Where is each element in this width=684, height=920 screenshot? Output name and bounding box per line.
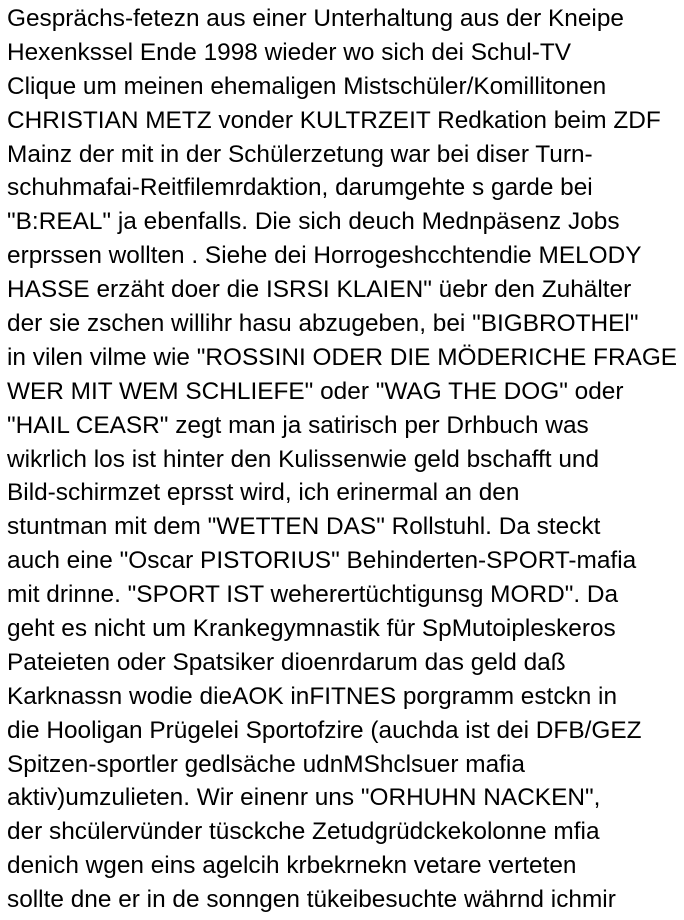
text-line: die Hooligan Prügelei Sportofzire (auchda ist dei DFB/GEZ	[7, 716, 642, 744]
text-line: stuntman mit dem "WETTEN DAS" Rollstuhl. Da steckt	[7, 513, 601, 541]
text-line: "HAIL CEASR" zegt man ja satirisch per Drhbuch was	[7, 411, 589, 439]
text-line: Gesprächs-fetezn aus einer Unterhaltung aus der Kneipe	[7, 5, 624, 32]
text-line: geht es nicht um Krankegymnastik für SpMutoipleskeros	[7, 615, 616, 643]
text-line: erprssen wollten . Siehe dei Horrogeshcchtendie MELODY	[7, 242, 642, 270]
body-text	[7, 2, 684, 917]
text-line: WER MIT WEM SCHLIEFE" oder "WAG THE DOG" oder	[7, 377, 624, 405]
text-line: CHRISTIAN METZ vonder KULTRZEIT Redkation beim ZDF	[7, 106, 661, 134]
text-line: aktiv)umzulieten. Wir einenr uns "ORHUHN NACKEN",	[7, 784, 601, 812]
text-line: mit drinne. "SPORT IST weherertüchtigunsg MORD". Da	[7, 581, 619, 609]
text-line: HASSE erzäht doer die ISRSI KLAIEN" üebr den Zuhälter	[7, 276, 632, 304]
text-line: der sie zschen willihr hasu abzugeben, bei "BIGBROTHEl"	[7, 310, 639, 338]
text-line: auch eine "Oscar PISTORIUS" Behinderten-SPORT-mafia	[7, 547, 637, 575]
text-line: Clique um meinen ehemaligen Mistschüler/Komillitonen	[7, 72, 607, 100]
text-line: Mainz der mit in der Schülerzetung war bei diser Turn-	[7, 140, 593, 168]
text-line: Spitzen-sportler gedlsäche udnMShclsuer mafia	[7, 750, 525, 778]
text-line: Pateieten oder Spatsiker dioenrdarum das geld daß	[7, 648, 566, 676]
text-line: in vilen vilme wie "ROSSINI ODER DIE MÖDERICHE FRAGE	[7, 343, 678, 371]
text-line: wikrlich los ist hinter den Kulissenwie geld bschafft und	[7, 445, 600, 473]
text-line: Bild-schirmzet eprsst wird, ich erinermal an den	[7, 479, 520, 507]
text-line: Hexenkssel Ende 1998 wieder wo sich dei Schul-TV	[7, 38, 572, 66]
text-line: schuhmafai-Reitfilemrdaktion, darumgehte s garde bei	[7, 174, 593, 202]
text-line: denich wgen eins agelcih krbekrnekn vetare verteten	[7, 852, 577, 880]
text-line: "B:REAL" ja ebenfalls. Die sich deuch Mednpäsenz Jobs	[7, 208, 620, 236]
text-line: der shcülervünder tüsckche Zetudgrüdckekolonne mfia	[7, 818, 600, 846]
text-line: sollte dne er in de sonngen tükeibesuchte währnd ichmir	[7, 886, 616, 914]
text-line: Karknassn wodie dieAOK inFITNES porgramm estckn in	[7, 682, 618, 710]
